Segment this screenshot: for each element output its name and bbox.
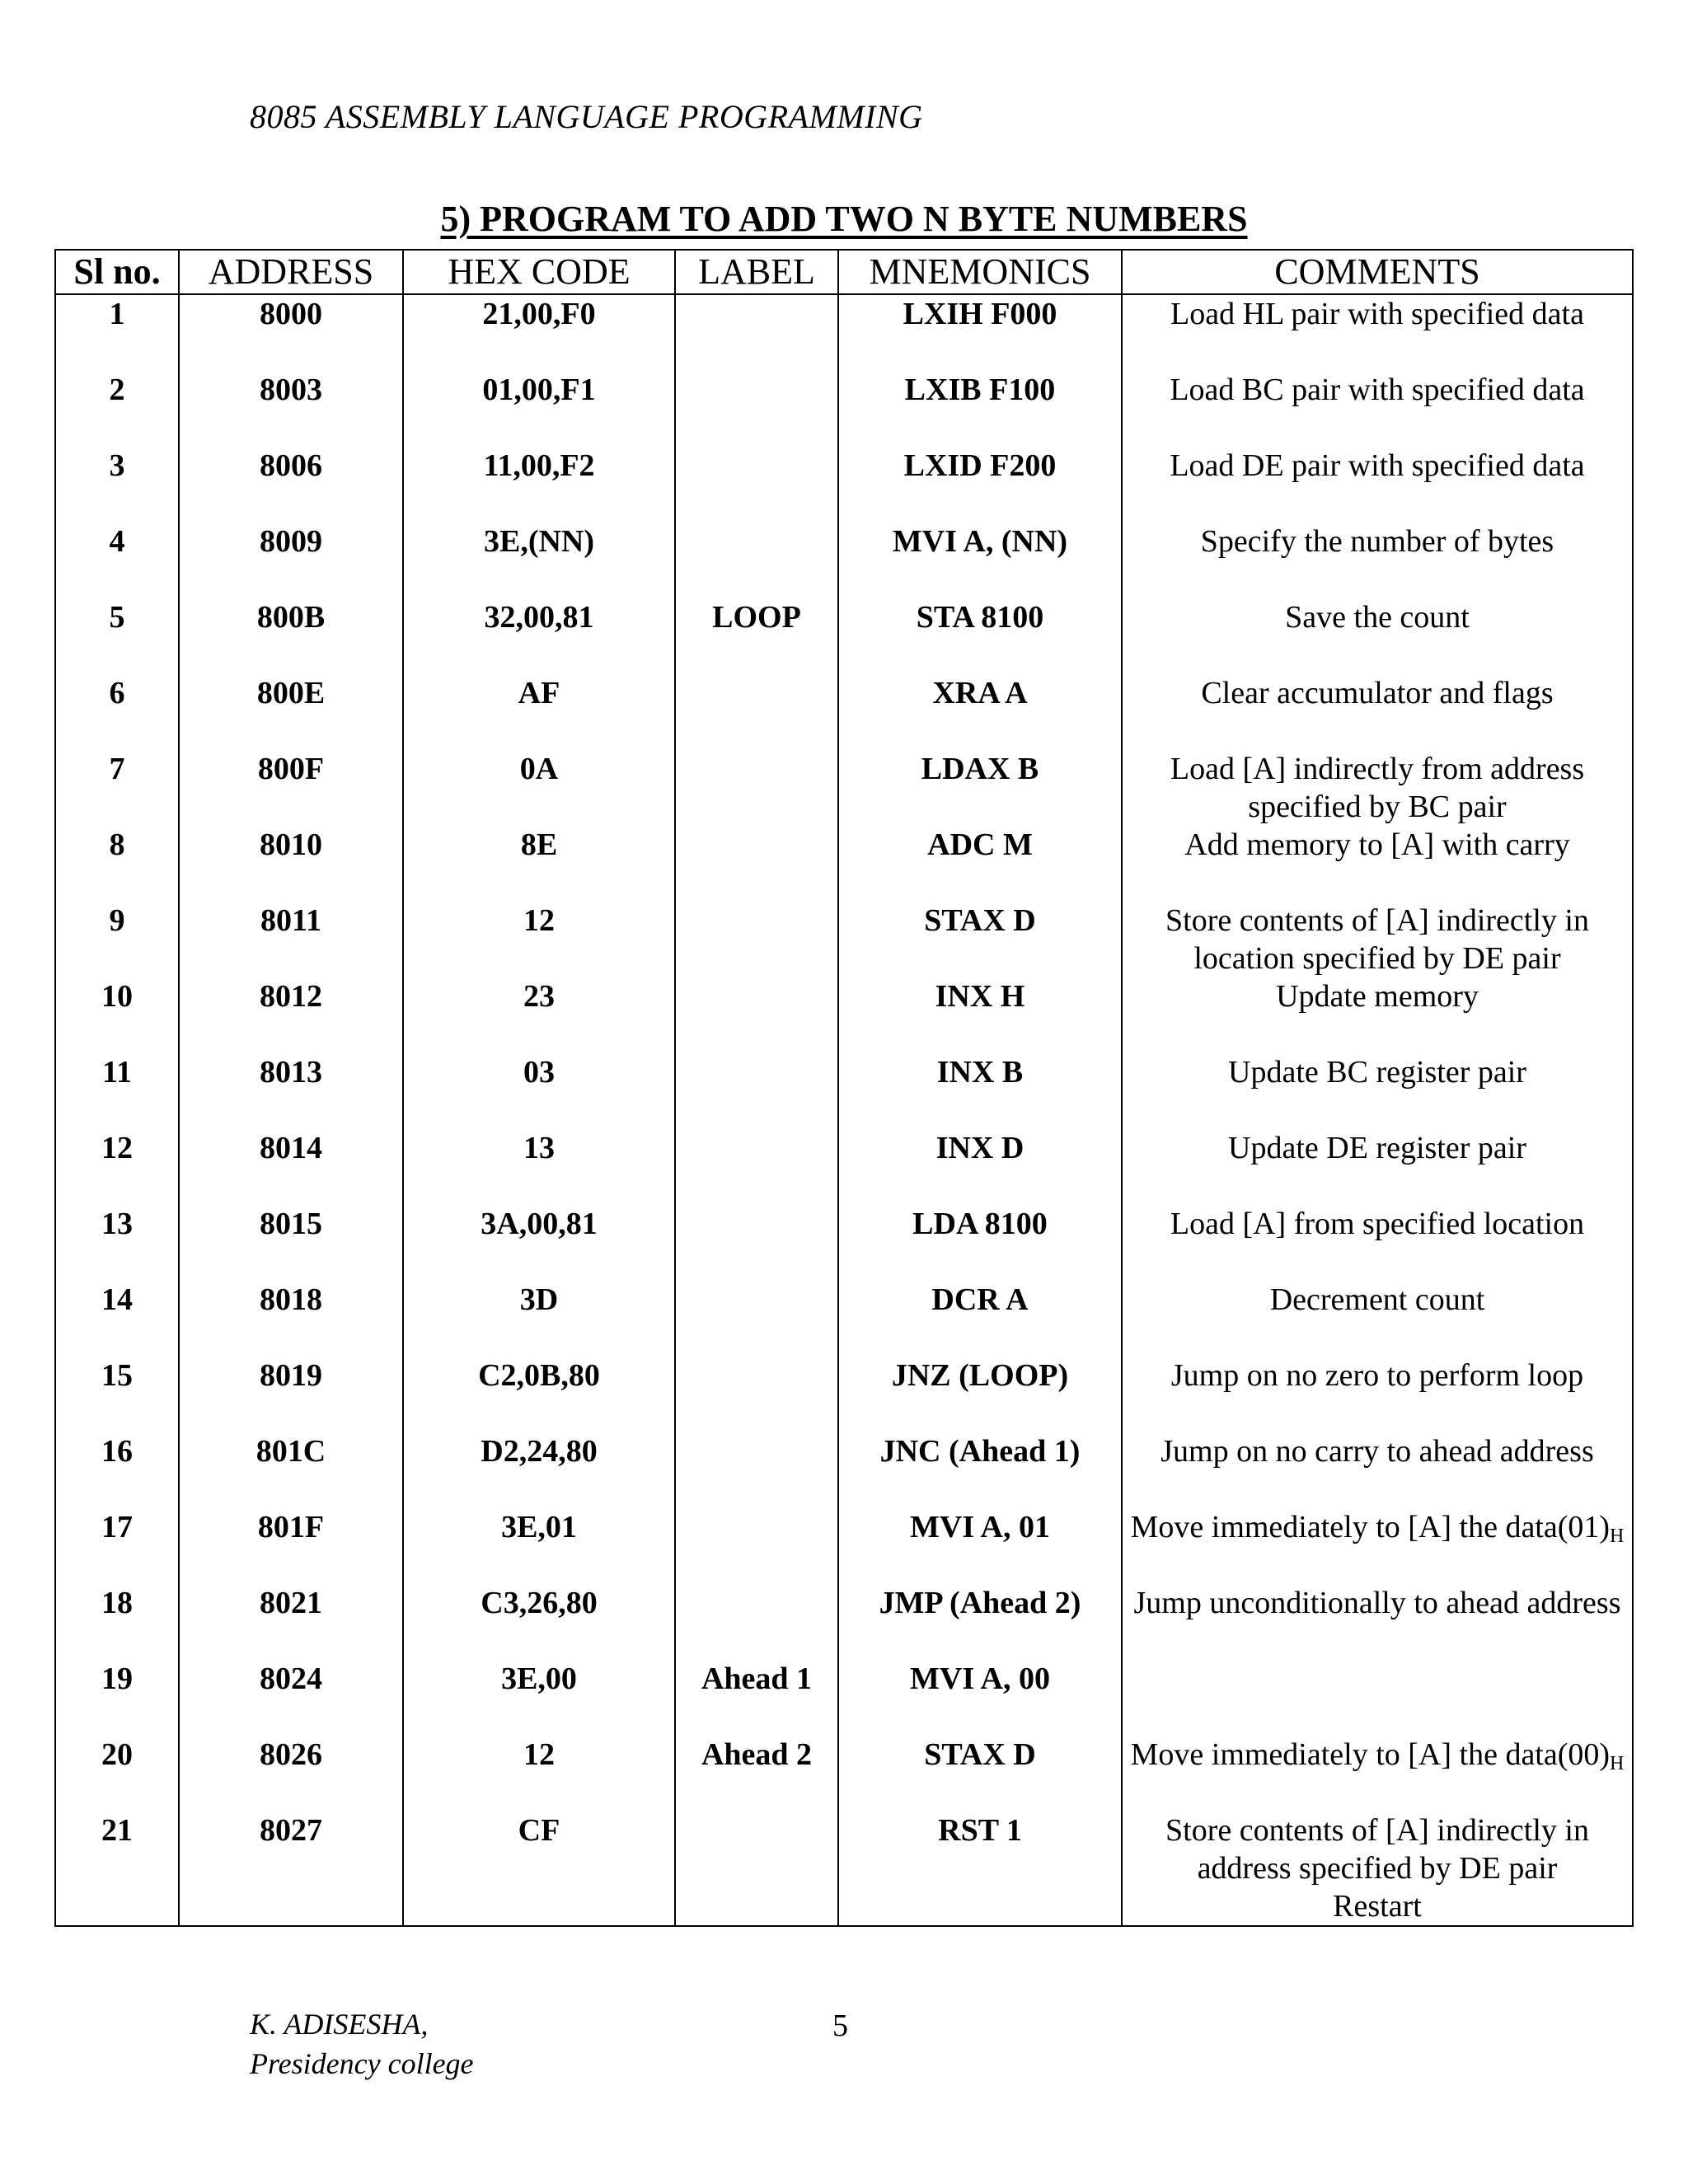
table-row [55,598,1633,674]
cell-sl-no [55,1129,179,1205]
cell-sl-no [55,294,179,371]
cell-comment [1122,294,1633,371]
cell-label [675,1053,838,1129]
cell-mnemonic [838,1660,1122,1736]
cell-sl-no-text: 18 [101,1586,133,1620]
cell-address-text: 8014 [260,1131,322,1165]
cell-hex-code [403,447,675,523]
cell-comment-text: Load HL pair with specified data [1170,297,1584,331]
cell-address-text: 800F [257,752,325,786]
table-row [55,1584,1633,1660]
cell-comment [1122,1053,1633,1129]
cell-hex-code-text: 3A,00,81 [481,1207,598,1241]
cell-comment-text: Store contents of [A] indirectly in address specified by DE pair [1165,1813,1589,1886]
cell-address [179,674,403,750]
cell-hex-code [403,523,675,598]
cell-sl-no-text: 11 [102,1055,132,1090]
cell-sl-no-text: 20 [101,1737,133,1772]
cell-sl-no-text: 3 [109,448,125,483]
cell-label [675,977,838,1053]
cell-address [179,977,403,1053]
cell-address [179,1357,403,1432]
cell-comment-text: Update BC register pair [1228,1055,1526,1090]
cell-mnemonic [838,902,1122,977]
cell-sl-no [55,523,179,598]
cell-label [675,1660,838,1736]
cell-label [675,1432,838,1508]
cell-label [675,1811,838,1926]
cell-comment [1122,1660,1633,1736]
cell-comment-text: Add memory to [A] with carry [1184,827,1570,862]
cell-comment [1122,523,1633,598]
cell-mnemonic [838,826,1122,902]
cell-address-text: 8018 [260,1282,322,1317]
cell-comment-text: Move immediately to [A] the data(01) [1130,1510,1611,1544]
cell-address [179,1281,403,1357]
cell-address-text: 8009 [260,524,322,559]
table-header-row [55,250,1633,294]
cell-hex-code-text: 8E [520,827,558,862]
cell-address-text: 8011 [260,903,321,938]
cell-sl-no-text: 14 [101,1282,133,1317]
footer-author [250,2004,474,2083]
cell-address [179,1508,403,1584]
cell-mnemonic-text: MVI A, 01 [910,1510,1050,1544]
cell-sl-no [55,1053,179,1129]
cell-mnemonic [838,1053,1122,1129]
cell-comment [1122,447,1633,523]
table-row [55,1281,1633,1357]
cell-hex-code-text: 13 [523,1131,555,1165]
cell-mnemonic-text: JNC (Ahead 1) [879,1434,1081,1469]
cell-address-text: 8026 [260,1737,322,1772]
cell-address-text: 8021 [260,1586,322,1620]
table-row [55,1508,1633,1584]
program-title: 5) PROGRAM TO ADD TWO N BYTE NUMBERS [440,199,1248,239]
cell-sl-no [55,750,179,826]
cell-hex-code [403,1357,675,1432]
running-header: 8085 ASSEMBLY LANGUAGE PROGRAMMING [250,98,923,135]
cell-comment [1122,1584,1633,1660]
cell-comment-text: Load [A] from specified location [1170,1207,1585,1241]
cell-comment-text: Clear accumulator and flags [1201,676,1554,710]
cell-address [179,447,403,523]
cell-address [179,1129,403,1205]
cell-mnemonic-text: ADC M [927,827,1033,862]
cell-sl-no [55,447,179,523]
cell-mnemonic [838,674,1122,750]
table-row [55,826,1633,902]
cell-mnemonic [838,523,1122,598]
cell-address [179,1053,403,1129]
cell-hex-code-text: 3E,01 [501,1510,577,1544]
cell-address [179,598,403,674]
cell-comment [1122,1432,1633,1508]
cell-label [675,447,838,523]
cell-hex-code [403,1129,675,1205]
cell-mnemonic-text: LXIH F000 [903,297,1057,331]
cell-mnemonic-text: INX H [935,979,1025,1014]
cell-sl-no [55,598,179,674]
cell-address-text: 800B [256,600,326,635]
cell-comment-text: Specify the number of bytes [1200,524,1554,559]
cell-sl-no [55,826,179,902]
cell-hex-code [403,1584,675,1660]
cell-sl-no [55,1281,179,1357]
cell-comment [1122,1508,1633,1584]
cell-address-text: 801C [256,1434,326,1469]
cell-sl-no [55,1811,179,1926]
cell-hex-code-text: 11,00,F2 [483,448,595,483]
cell-comment [1122,1811,1633,1926]
cell-sl-no [55,1205,179,1281]
cell-sl-no-text: 7 [109,752,125,786]
cell-hex-code [403,371,675,447]
cell-hex-code-text: 3E,00 [501,1661,577,1696]
cell-address-text: 8012 [260,979,322,1014]
cell-mnemonic [838,1357,1122,1432]
cell-comment-text: Jump on no carry to ahead address [1160,1434,1594,1469]
cell-address-text: 8019 [260,1358,322,1393]
cell-mnemonic-text: STA 8100 [916,600,1044,635]
column-header-comments: COMMENTS [1122,250,1633,294]
cell-comment-text: Load BC pair with specified data [1170,373,1585,407]
cell-label [675,826,838,902]
cell-address [179,1736,403,1811]
cell-mnemonic [838,1205,1122,1281]
cell-mnemonic [838,598,1122,674]
cell-comment-text: Update memory [1276,979,1479,1014]
cell-hex-code [403,674,675,750]
cell-comment [1122,902,1633,977]
cell-sl-no-text: 12 [101,1131,133,1165]
cell-hex-code [403,750,675,826]
author-name: K. ADISESHA, [250,2008,429,2041]
cell-sl-no-text: 1 [109,297,125,331]
cell-comment-text: Jump on no zero to perform loop [1170,1358,1584,1393]
table-body [55,294,1633,1926]
cell-comment-text: Decrement count [1269,1282,1485,1317]
cell-sl-no [55,902,179,977]
cell-sl-no [55,1660,179,1736]
cell-mnemonic [838,1508,1122,1584]
cell-comment [1122,1205,1633,1281]
cell-mnemonic-text: LXID F200 [903,448,1057,483]
cell-mnemonic-text: INX B [936,1055,1024,1090]
cell-address-text: 8027 [260,1813,322,1848]
cell-comment-text: Update DE register pair [1228,1131,1526,1165]
table-row [55,294,1633,371]
cell-sl-no-text: 9 [109,903,125,938]
comment-extra: Restart [1333,1889,1422,1924]
cell-comment-text: Move immediately to [A] the data(00) [1130,1737,1611,1772]
cell-mnemonic-text: INX D [935,1131,1025,1165]
cell-comment [1122,1281,1633,1357]
cell-comment-text: Store contents of [A] indirectly in location specified by DE pair [1165,903,1589,976]
cell-sl-no-text: 19 [101,1661,133,1696]
cell-hex-code-text: 3E,(NN) [483,524,595,559]
cell-address-text: 8010 [260,827,322,862]
cell-mnemonic-text: LDAX B [921,752,1039,786]
cell-mnemonic [838,1129,1122,1205]
cell-label [675,1205,838,1281]
table-row [55,1053,1633,1129]
program-table [54,249,1634,1927]
cell-sl-no-text: 21 [101,1813,133,1848]
cell-sl-no [55,674,179,750]
cell-sl-no-text: 8 [109,827,125,862]
cell-sl-no-text: 5 [109,600,125,635]
cell-hex-code [403,1811,675,1926]
table-row [55,902,1633,977]
cell-mnemonic-text: MVI A, (NN) [892,524,1068,559]
cell-address [179,826,403,902]
table-row [55,1660,1633,1736]
cell-mnemonic [838,1811,1122,1926]
cell-address-text: 8015 [260,1207,322,1241]
cell-hex-code-text: 23 [523,979,555,1014]
cell-hex-code-text: AF [518,676,560,710]
cell-sl-no-text: 4 [109,524,125,559]
cell-comment [1122,1129,1633,1205]
table-row [55,1811,1633,1926]
cell-comment [1122,598,1633,674]
table-row [55,1432,1633,1508]
cell-label-text: LOOP [712,600,801,635]
cell-hex-code-text: 12 [523,903,555,938]
cell-mnemonic-text: JNZ (LOOP) [891,1358,1069,1393]
cell-address [179,1811,403,1926]
cell-hex-code [403,598,675,674]
cell-hex-code-text: 32,00,81 [484,600,594,635]
cell-mnemonic [838,977,1122,1053]
cell-comment-text: Load [A] indirectly from address specified by BC pair [1170,752,1585,824]
cell-address [179,1432,403,1508]
cell-mnemonic [838,1736,1122,1811]
cell-mnemonic-text: JMP (Ahead 2) [879,1586,1081,1620]
cell-mnemonic-text: LDA 8100 [912,1207,1048,1241]
cell-comment [1122,750,1633,826]
cell-hex-code [403,902,675,977]
cell-hex-code [403,977,675,1053]
cell-hex-code [403,1205,675,1281]
cell-hex-code-text: CF [518,1813,560,1848]
cell-label [675,1508,838,1584]
page-number: 5 [832,2008,848,2043]
cell-mnemonic-text: STAX D [924,1737,1036,1772]
cell-address [179,294,403,371]
cell-address [179,1584,403,1660]
cell-hex-code-text: 3D [519,1282,559,1317]
cell-label [675,1129,838,1205]
cell-comment [1122,674,1633,750]
cell-comment-text: Load DE pair with specified data [1170,448,1585,483]
table-row [55,1357,1633,1432]
cell-hex-code [403,294,675,371]
cell-label-text: Ahead 2 [701,1737,813,1772]
cell-comment-text: Jump unconditionally to ahead address [1133,1586,1621,1620]
cell-address [179,523,403,598]
cell-label [675,1357,838,1432]
cell-hex-code-text: 21,00,F0 [482,297,596,331]
cell-sl-no-text: 17 [101,1510,133,1544]
cell-comment [1122,1357,1633,1432]
cell-sl-no-text: 13 [101,1207,133,1241]
cell-label [675,902,838,977]
comment-subscript: H [1610,1753,1625,1774]
cell-hex-code-text: 12 [523,1737,555,1772]
table-row [55,523,1633,598]
cell-sl-no-text: 10 [101,979,133,1014]
cell-address [179,1660,403,1736]
cell-mnemonic [838,447,1122,523]
column-header-address: ADDRESS [179,250,403,294]
cell-comment-text: Save the count [1285,600,1470,635]
cell-mnemonic-text: LXIB F100 [904,373,1056,407]
cell-sl-no-text: 16 [101,1434,133,1469]
comment-subscript: H [1610,1526,1625,1547]
cell-mnemonic-text: STAX D [924,903,1036,938]
cell-hex-code [403,1281,675,1357]
table-row [55,371,1633,447]
cell-sl-no [55,977,179,1053]
table-row [55,674,1633,750]
cell-mnemonic-text: DCR A [931,1282,1029,1317]
cell-label [675,750,838,826]
cell-label [675,598,838,674]
column-header-label: LABEL [675,250,838,294]
table-row [55,750,1633,826]
author-institution: Presidency college [250,2047,474,2080]
cell-label [675,294,838,371]
cell-mnemonic-text: MVI A, 00 [910,1661,1050,1696]
cell-mnemonic-text: RST 1 [938,1813,1022,1848]
cell-address-text: 8003 [260,373,322,407]
cell-sl-no [55,1584,179,1660]
table-row [55,977,1633,1053]
cell-address-text: 8013 [260,1055,322,1090]
cell-address [179,902,403,977]
table-row [55,1736,1633,1811]
cell-address [179,750,403,826]
cell-address-text: 8000 [260,297,322,331]
cell-address-text: 8024 [260,1661,322,1696]
cell-sl-no [55,1508,179,1584]
cell-mnemonic [838,750,1122,826]
cell-label [675,1736,838,1811]
cell-hex-code [403,1053,675,1129]
cell-mnemonic-text: XRA A [932,676,1028,710]
cell-hex-code-text: 0A [519,752,559,786]
cell-hex-code [403,826,675,902]
cell-hex-code-text: 03 [523,1055,555,1090]
table-row [55,1205,1633,1281]
cell-hex-code [403,1432,675,1508]
column-header-hex-code: HEX CODE [403,250,675,294]
cell-mnemonic [838,1584,1122,1660]
cell-mnemonic [838,1432,1122,1508]
cell-mnemonic [838,1281,1122,1357]
cell-comment [1122,977,1633,1053]
cell-hex-code-text: C2,0B,80 [478,1358,600,1393]
cell-sl-no [55,1432,179,1508]
cell-sl-no [55,371,179,447]
cell-sl-no [55,1736,179,1811]
cell-sl-no [55,1357,179,1432]
cell-hex-code-text: C3,26,80 [481,1586,598,1620]
cell-hex-code-text: 01,00,F1 [482,373,596,407]
cell-sl-no-text: 2 [109,373,125,407]
cell-mnemonic [838,371,1122,447]
cell-address [179,1205,403,1281]
cell-address-text: 8006 [260,448,322,483]
cell-hex-code [403,1736,675,1811]
cell-label [675,371,838,447]
cell-comment [1122,826,1633,902]
cell-comment [1122,371,1633,447]
column-header-sl-no: Sl no. [55,250,179,294]
cell-address-text: 801F [257,1510,325,1544]
cell-sl-no-text: 15 [101,1358,133,1393]
cell-label [675,674,838,750]
cell-hex-code [403,1508,675,1584]
cell-label-text: Ahead 1 [701,1661,813,1696]
cell-label [675,523,838,598]
cell-label [675,1584,838,1660]
cell-address-text: 800E [256,676,326,710]
cell-hex-code [403,1660,675,1736]
cell-hex-code-text: D2,24,80 [481,1434,598,1469]
table-row [55,447,1633,523]
cell-comment [1122,1736,1633,1811]
cell-label [675,1281,838,1357]
column-header-mnemonics: MNEMONICS [838,250,1122,294]
cell-mnemonic [838,294,1122,371]
cell-sl-no-text: 6 [109,676,125,710]
cell-address [179,371,403,447]
table-row [55,1129,1633,1205]
